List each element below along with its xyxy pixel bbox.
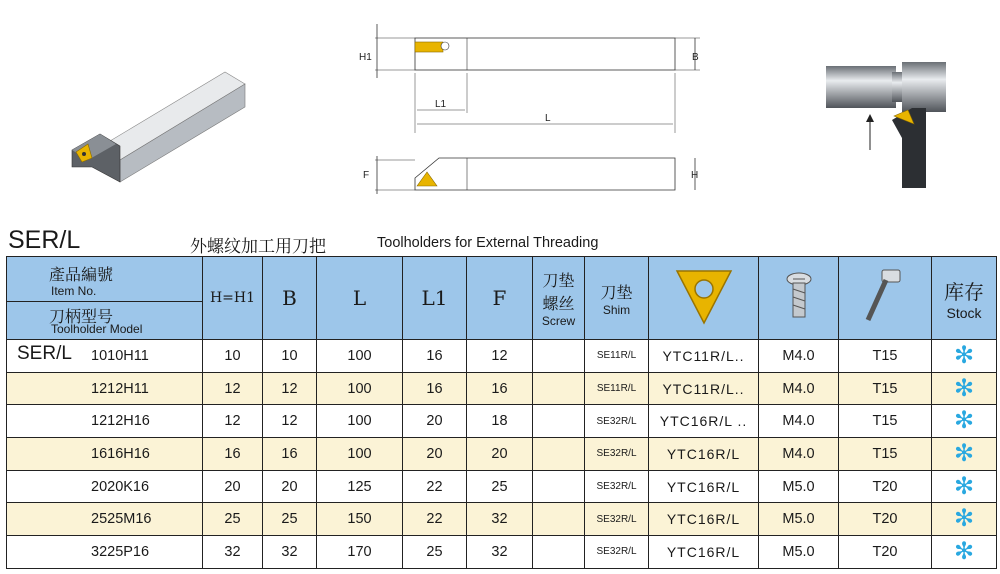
screw-empty-cell (533, 372, 585, 405)
stock-cell (932, 372, 997, 405)
table-row (7, 503, 997, 536)
b-cell: 12 (263, 405, 317, 438)
shim-header (585, 257, 649, 340)
table-row (7, 438, 997, 471)
stock-cell (932, 536, 997, 569)
torx-key-icon (860, 266, 910, 326)
l1-cell: 16 (403, 372, 467, 405)
l1-cell: 20 (403, 405, 467, 438)
b-cell: 10 (263, 340, 317, 373)
screw-empty-cell (533, 503, 585, 536)
h-cell: 20 (203, 470, 263, 503)
item-header (7, 257, 203, 340)
shim-cell: SE32R/L (585, 536, 649, 569)
table-row (7, 340, 997, 373)
h1-label: H1 (359, 52, 372, 63)
model-en-label: Toolholder Model (51, 322, 143, 336)
stock-cell (932, 470, 997, 503)
insert-header (649, 257, 759, 340)
stock-star-icon: ✻ (953, 505, 975, 533)
application-illustration (822, 58, 952, 193)
insert-cell: YTC16R/L (649, 503, 759, 536)
f-cell: 12 (467, 340, 533, 373)
shim-cn-label: 刀垫 (600, 282, 633, 302)
stock-cell (932, 340, 997, 373)
screw-empty-cell (533, 405, 585, 438)
screw-cn-line2: 螺丝 (542, 294, 575, 313)
key-cell: T20 (839, 503, 932, 536)
shim-cell: SE11R/L (585, 372, 649, 405)
table-row (7, 536, 997, 569)
l-cell: 100 (317, 405, 403, 438)
b-cell: 16 (263, 438, 317, 471)
screw-cell: M5.0 (759, 470, 839, 503)
f-cell: 16 (467, 372, 533, 405)
stock-cell (932, 438, 997, 471)
key-cell: T20 (839, 470, 932, 503)
insert-cell: YTC16R/L (649, 470, 759, 503)
l1-cell: 22 (403, 470, 467, 503)
l1-cell: 20 (403, 438, 467, 471)
spec-table (6, 256, 997, 569)
screw-cell: M4.0 (759, 372, 839, 405)
key-cell: T15 (839, 438, 932, 471)
shim-cell: SE32R/L (585, 438, 649, 471)
insert-cell: YTC16R/L .. (649, 405, 759, 438)
screw-icon-header (759, 257, 839, 340)
stock-star-icon: ✻ (953, 407, 975, 435)
h-cell: 25 (203, 503, 263, 536)
l-cell: 150 (317, 503, 403, 536)
screw-empty-cell (533, 536, 585, 569)
insert-cell: YTC11R/L.. (649, 372, 759, 405)
model-cell: 1212H11 (7, 372, 203, 405)
b-label: B (692, 52, 699, 63)
key-icon-header (839, 257, 932, 340)
l-header: L (317, 257, 403, 340)
insert-cell: YTC16R/L (649, 536, 759, 569)
item-en-label: Item No. (51, 284, 97, 298)
screw-icon (781, 271, 817, 321)
b-header: B (263, 257, 317, 340)
h-cell: 12 (203, 405, 263, 438)
series-title: SER/L (8, 226, 81, 254)
l-label: L (545, 113, 551, 124)
table-row (7, 405, 997, 438)
screw-cn-line1: 刀垫 (542, 271, 575, 290)
shim-cell: SE32R/L (585, 503, 649, 536)
stock-star-icon: ✻ (953, 374, 975, 402)
toolholder-3d-illustration (60, 62, 260, 192)
b-cell: 20 (263, 470, 317, 503)
model-cell: 2525M16 (7, 503, 203, 536)
l-cell: 100 (317, 438, 403, 471)
f-cell: 20 (467, 438, 533, 471)
h-label: H (691, 170, 699, 181)
h-cell: 32 (203, 536, 263, 569)
insert-cell: YTC11R/L.. (649, 340, 759, 373)
toolholder-side-view-drawing (355, 150, 715, 200)
model-cell: 1616H16 (7, 438, 203, 471)
b-cell: 25 (263, 503, 317, 536)
stock-star-icon: ✻ (953, 341, 975, 369)
screw-cell: M5.0 (759, 503, 839, 536)
l-cell: 100 (317, 340, 403, 373)
key-cell: T15 (839, 405, 932, 438)
table-header-row (7, 257, 997, 340)
l1-cell: 25 (403, 536, 467, 569)
screw-cell: M5.0 (759, 536, 839, 569)
key-cell: T15 (839, 372, 932, 405)
title-chinese: 外螺纹加工用刀把 (190, 237, 326, 257)
stock-header (932, 257, 997, 340)
l-cell: 125 (317, 470, 403, 503)
screw-en-label: Screw (541, 314, 576, 328)
table-row (7, 470, 997, 503)
f-header: F (467, 257, 533, 340)
shim-en-label: Shim (602, 302, 631, 317)
insert-cell: YTC16R/L (649, 438, 759, 471)
f-cell: 18 (467, 405, 533, 438)
hh1-header: H=H1 (203, 257, 263, 340)
l1-cell: 16 (403, 340, 467, 373)
toolholder-top-view-drawing (355, 18, 715, 138)
stock-cell (932, 503, 997, 536)
model-cell: 1212H16 (7, 405, 203, 438)
h-cell: 12 (203, 372, 263, 405)
screw-cell: M4.0 (759, 340, 839, 373)
stock-cell (932, 405, 997, 438)
screw-empty-cell (533, 470, 585, 503)
screw-header (533, 257, 585, 340)
item-cn-label: 產品編號 (49, 265, 114, 284)
model-cell: 3225P16 (7, 536, 203, 569)
model-cell: 2020K16 (7, 470, 203, 503)
screw-cell: M4.0 (759, 405, 839, 438)
b-cell: 32 (263, 536, 317, 569)
series-prefix: SER/L (17, 343, 72, 364)
h-cell: 16 (203, 438, 263, 471)
threading-insert-icon (669, 261, 739, 331)
key-cell: T20 (839, 536, 932, 569)
screw-cell: M4.0 (759, 438, 839, 471)
b-cell: 12 (263, 372, 317, 405)
model-cn-label: 刀柄型号 (49, 307, 114, 326)
shim-cell: SE32R/L (585, 470, 649, 503)
l-cell: 100 (317, 372, 403, 405)
f-cell: 32 (467, 503, 533, 536)
f-label: F (363, 170, 370, 181)
shim-cell: SE32R/L (585, 405, 649, 438)
l1-header: L1 (403, 257, 467, 340)
key-cell: T15 (839, 340, 932, 373)
stock-star-icon: ✻ (953, 439, 975, 467)
stock-en-label: Stock (946, 304, 982, 321)
table-row (7, 372, 997, 405)
screw-empty-cell (533, 438, 585, 471)
stock-star-icon: ✻ (953, 472, 975, 500)
screw-empty-cell (533, 340, 585, 373)
l1-cell: 22 (403, 503, 467, 536)
shim-cell: SE11R/L (585, 340, 649, 373)
l-cell: 170 (317, 536, 403, 569)
f-cell: 25 (467, 470, 533, 503)
model-cell: SER/L 1010H11 (7, 340, 203, 373)
h-cell: 10 (203, 340, 263, 373)
f-cell: 32 (467, 536, 533, 569)
l1-label: L1 (435, 99, 447, 110)
title-english: Toolholders for External Threading (377, 235, 599, 251)
stock-cn-label: 库存 (944, 279, 984, 304)
stock-star-icon: ✻ (953, 537, 975, 565)
